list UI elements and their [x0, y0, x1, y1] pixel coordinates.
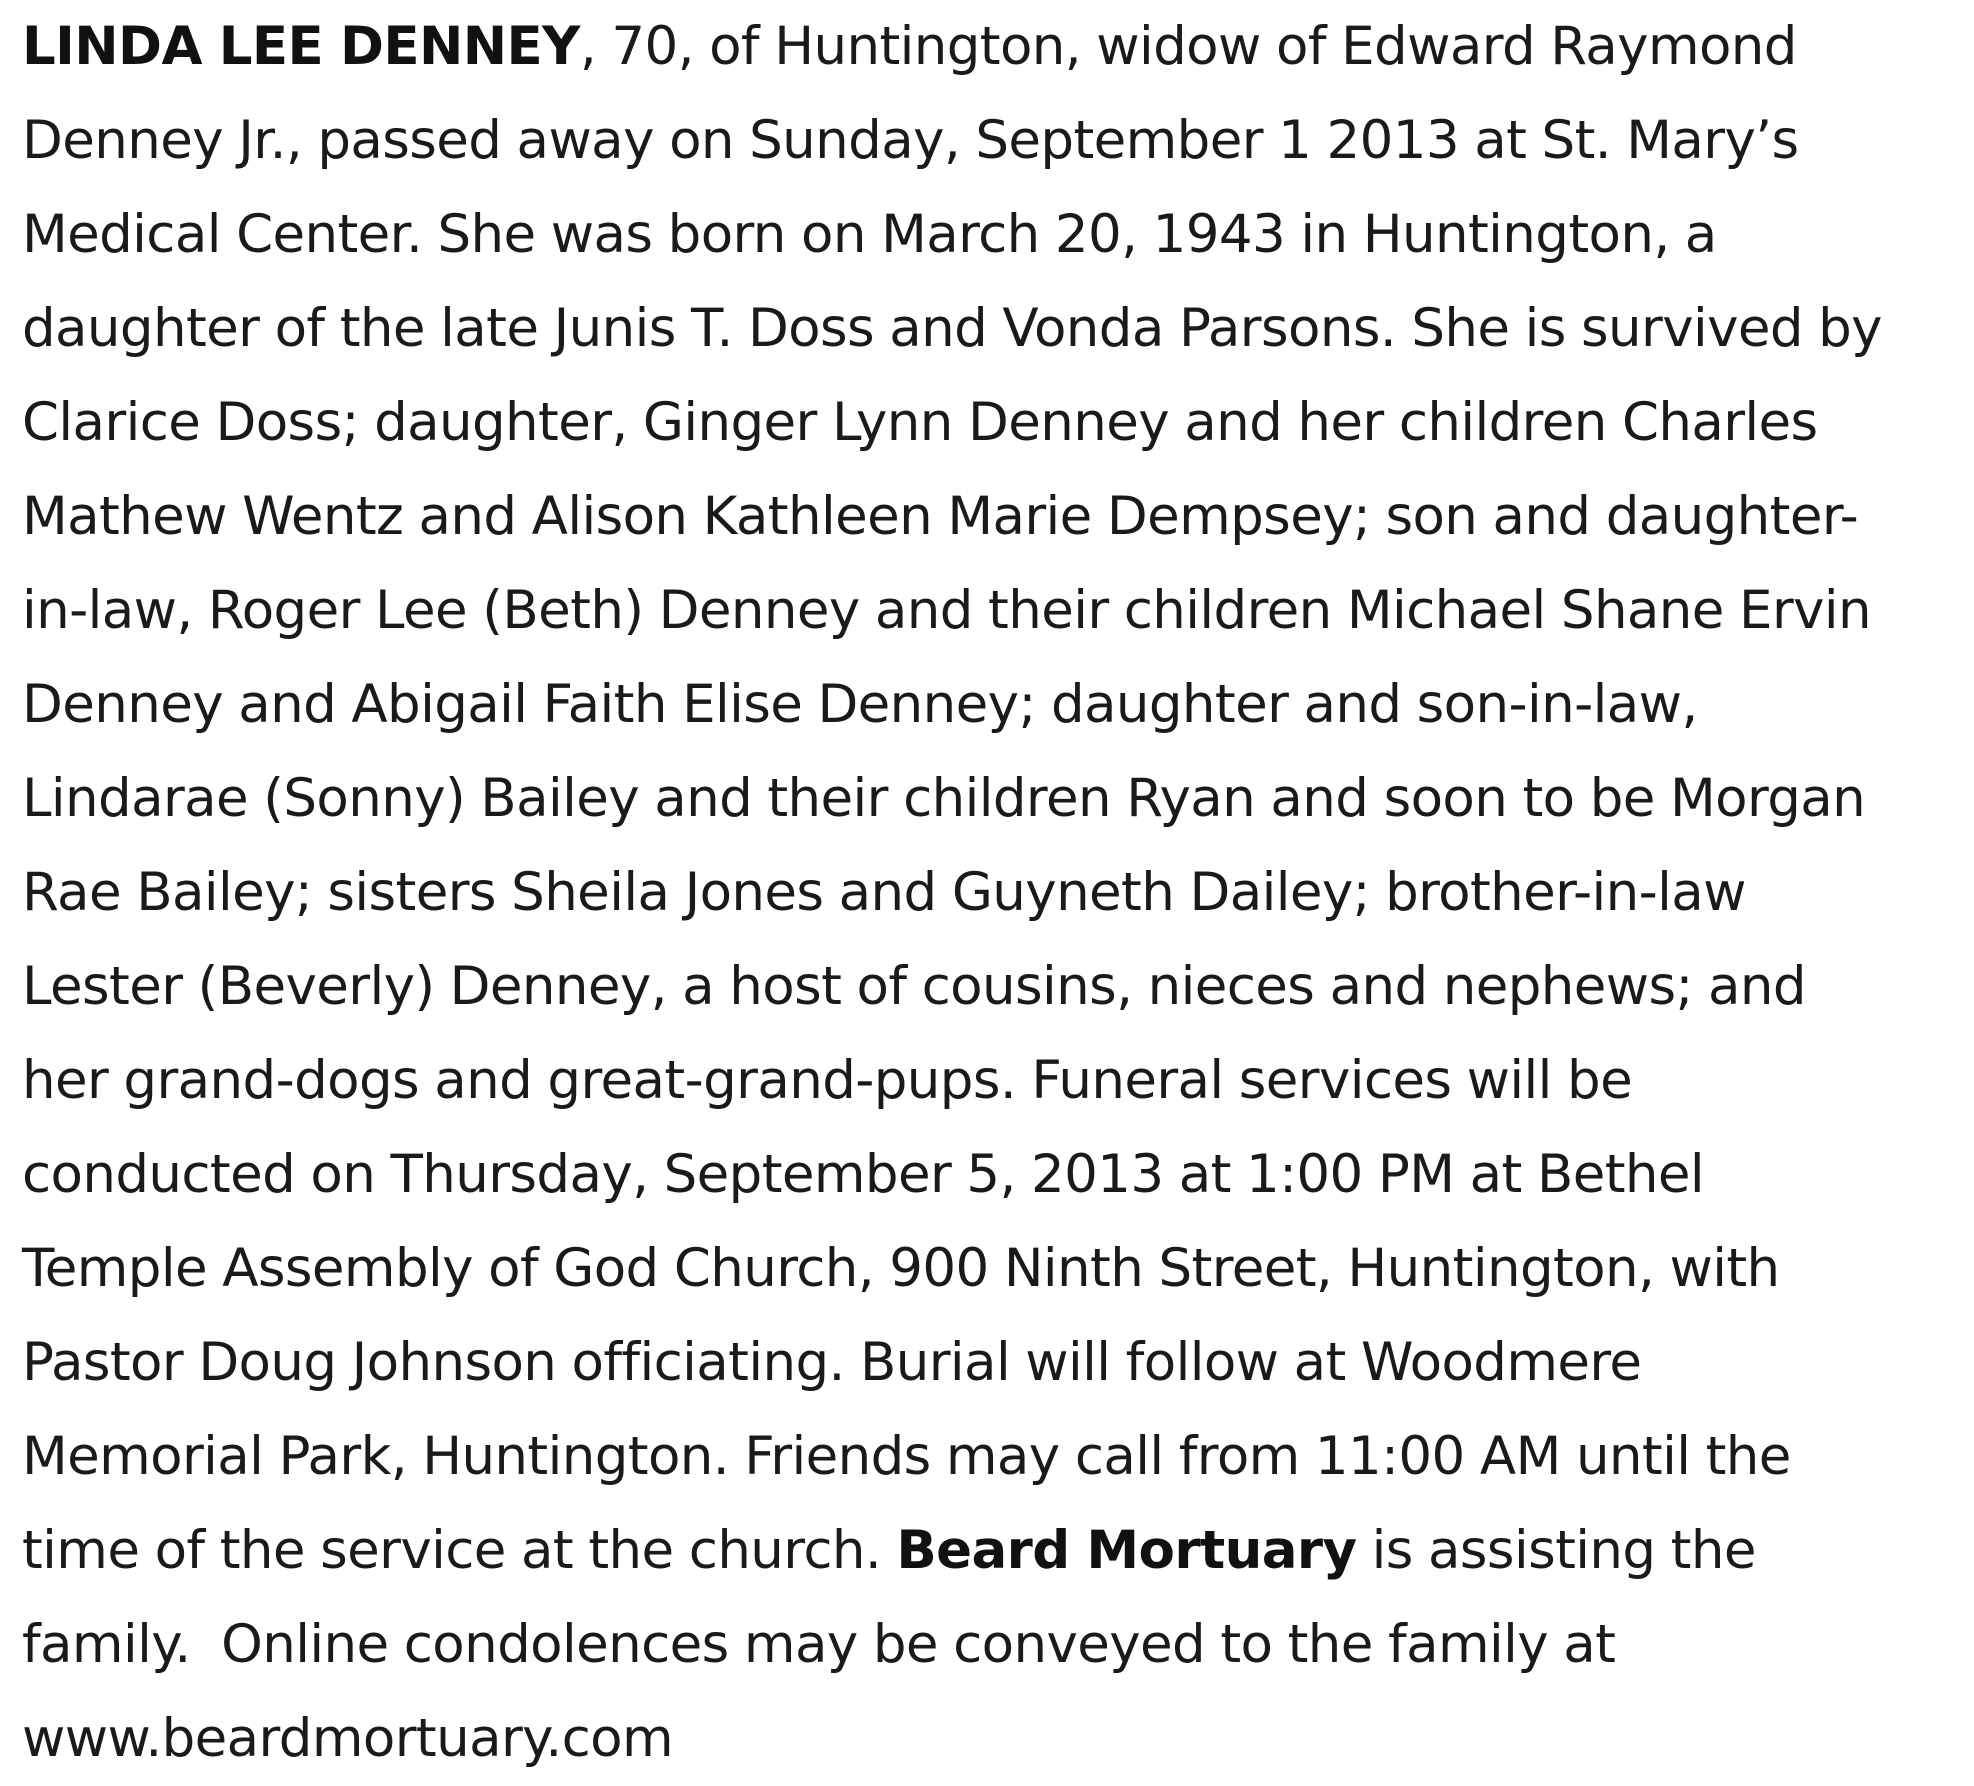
obituary-line: Mathew Wentz and Alison Kathleen Marie Dempsey; son and daughter- [22, 486, 1859, 547]
obituary-line: LINDA LEE DENNEY, 70, of Huntington, widow of Edward Raymond [22, 16, 1797, 77]
obituary-line: conducted on Thursday, September 5, 2013 at 1:00 PM at Bethel [22, 1144, 1705, 1205]
obituary-line: Medical Center. She was born on March 20, 1943 in Huntington, a [22, 204, 1717, 265]
obituary-line: in-law, Roger Lee (Beth) Denney and their children Michael Shane Ervin [22, 580, 1872, 641]
obituary-line: family. Online condolences may be conveyed to the family at [22, 1614, 1616, 1675]
obituary-line: Denney Jr., passed away on Sunday, September 1 2013 at St. Mary’s [22, 110, 1799, 171]
obituary-line: time of the service at the church. Beard Mortuary is assisting the [22, 1520, 1756, 1581]
obituary-line: Memorial Park, Huntington. Friends may call from 11:00 AM until the [22, 1426, 1791, 1487]
mortuary-name: Beard Mortuary [896, 1520, 1357, 1581]
obituary-line: Denney and Abigail Faith Elise Denney; daughter and son-in-law, [22, 674, 1698, 735]
obituary-line: Lester (Beverly) Denney, a host of cousins, nieces and nephews; and [22, 956, 1806, 1017]
obituary-line: Rae Bailey; sisters Sheila Jones and Guyneth Dailey; brother-in-law [22, 862, 1746, 923]
obituary-line: her grand-dogs and great-grand-pups. Funeral services will be [22, 1050, 1633, 1111]
decedent-name: LINDA LEE DENNEY [22, 16, 580, 77]
mortuary-website-url: www.beardmortuary.com [22, 1708, 673, 1769]
obituary-text [22, 0, 1972, 1786]
obituary-line: Pastor Doug Johnson officiating. Burial will follow at Woodmere [22, 1332, 1642, 1393]
obituary-line: daughter of the late Junis T. Doss and Vonda Parsons. She is survived by [22, 298, 1882, 359]
obituary-line: Temple Assembly of God Church, 900 Ninth Street, Huntington, with [22, 1238, 1780, 1299]
obituary-line: Lindarae (Sonny) Bailey and their children Ryan and soon to be Morgan [22, 768, 1866, 829]
obituary-line: Clarice Doss; daughter, Ginger Lynn Denney and her children Charles [22, 392, 1818, 453]
